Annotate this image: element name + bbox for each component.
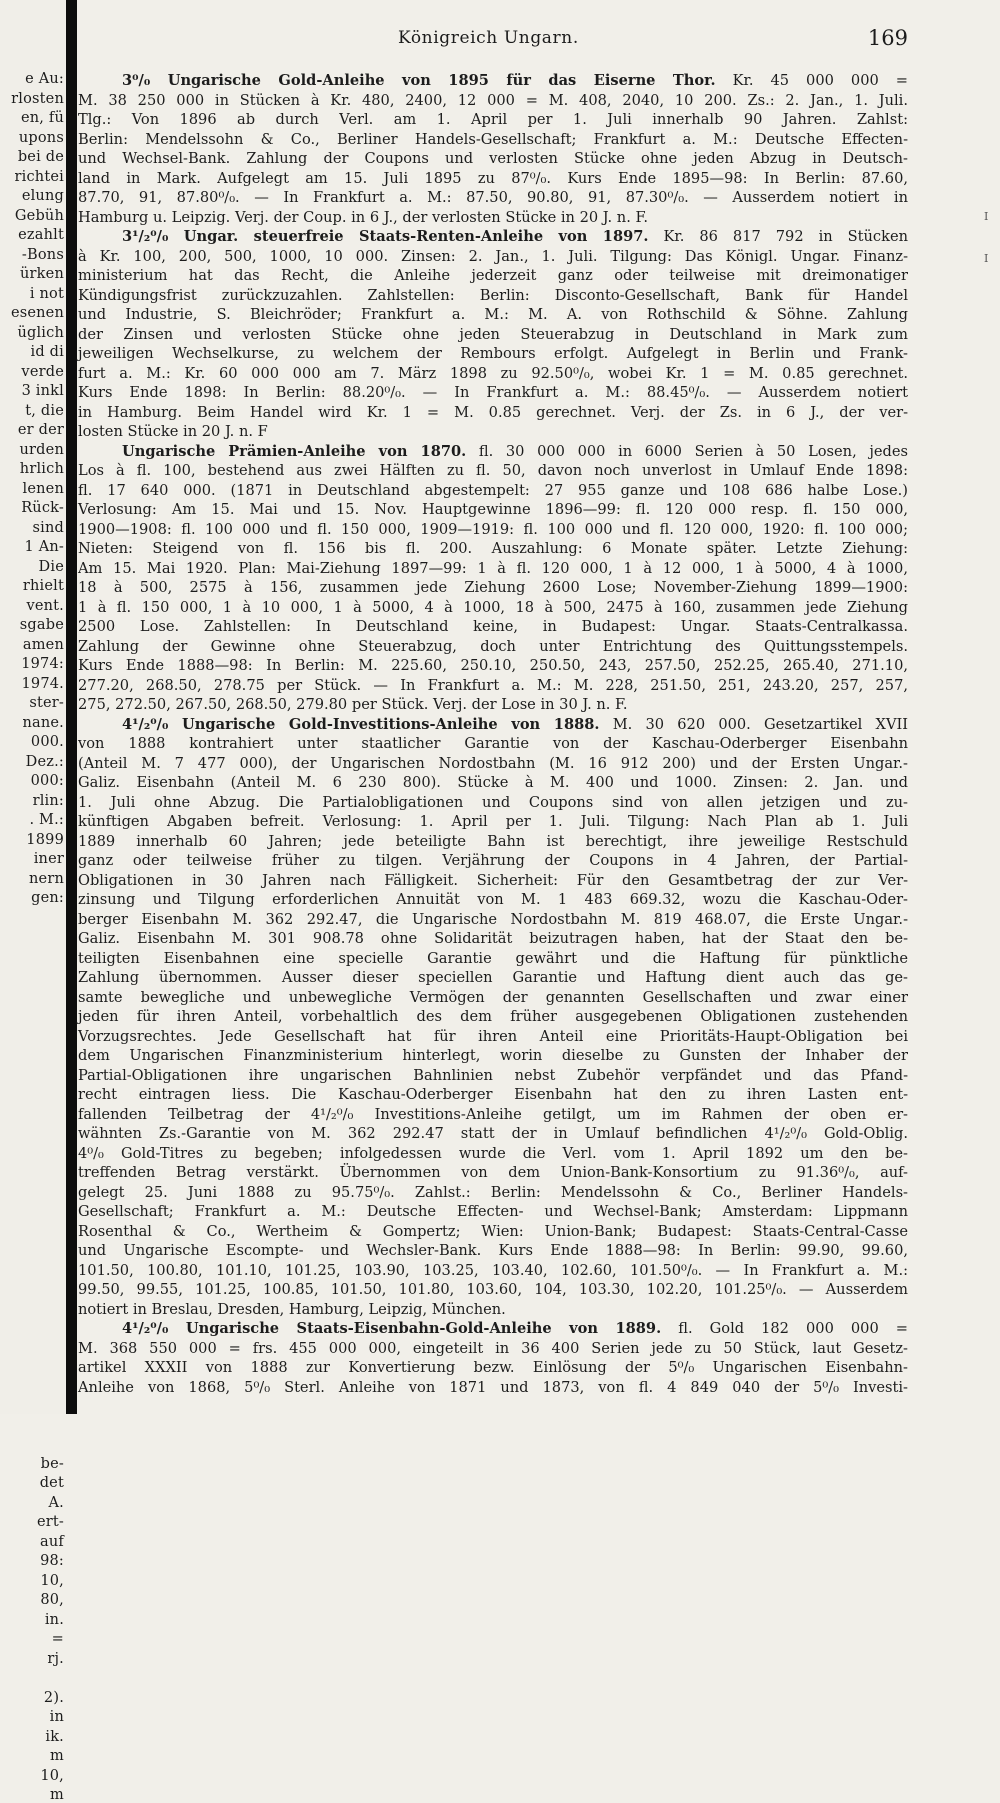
line-text: gelegt 25. Juni 1888 zu 95.75⁰/₀. Zahlst.: Berlin: Mendelssohn & Co., Berliner Handels- <box>78 1183 908 1201</box>
line-text: (Anteil M. 7 477 000), der Ungarischen Nordostbahn (M. 16 912 200) und der Ersten Ungar.- <box>78 754 908 772</box>
line-text: fl. 30 000 000 in 6000 Serien à 50 Losen, jedes <box>478 442 908 460</box>
line-text: und Ungarische Escompte- und Wechsler-Bank. Kurs Ende 1888—98: In Berlin: 99.90, 99.60, <box>78 1242 908 1259</box>
text-line <box>78 871 908 891</box>
line-text: Tlg.: Von 1896 ab durch Verl. am 1. April per 1. Juli innerhalb 90 Jahren. Zahlst: <box>78 111 908 128</box>
line-text: Los à fl. 100, bestehend aus zwei Hälften zu fl. 50, davon noch unverlost in Umlauf Ende 1898: <box>78 462 908 479</box>
line-text: notiert in Breslau, Dresden, Hamburg, Leipzig, München. <box>78 1300 506 1318</box>
line-text: Gesellschaft; Frankfurt a. M.: Deutsche Effecten- und Wechsel-Bank; Amsterdam: Lippmann <box>78 1203 908 1220</box>
text-line <box>78 1144 908 1164</box>
left-margin-fragment: elung <box>21 188 64 204</box>
left-page-margin <box>0 0 66 1803</box>
left-margin-fragment: ster- <box>29 695 64 711</box>
left-margin-fragment: bei de <box>17 149 64 165</box>
text-line <box>78 793 908 813</box>
left-margin-fragment: sind <box>32 519 64 536</box>
text-line <box>78 754 908 774</box>
left-margin-fragment: A. <box>48 1494 64 1511</box>
text-line <box>78 656 908 676</box>
left-margin-fragment: lenen <box>22 480 64 497</box>
left-margin-fragment: -Bons <box>21 246 64 263</box>
line-text: 1889 innerhalb 60 Jahren; jede beteiligte Bahn ist berechtigt, ihre jeweilige Restschuld <box>78 832 908 850</box>
line-text: und Wechsel-Bank. Zahlung der Coupons und verlosten Stücke ohne jeden Abzug in Deutsch- <box>78 150 908 167</box>
left-margin-fragment: Gebüh <box>14 207 64 224</box>
text-line <box>78 110 908 130</box>
line-text: Galiz. Eisenbahn M. 301 908.78 ohne Solidarität beizutragen haben, hat der Staat den be- <box>78 930 908 947</box>
left-margin-fragment: rj. <box>47 1650 64 1667</box>
left-margin-fragment: t, die <box>25 402 64 419</box>
line-text: Kurs Ende 1888—98: In Berlin: M. 225.60, 250.10, 250.50, 243, 257.50, 252.25, 265.40, 271.10, <box>78 657 908 674</box>
left-margin-fragment: 80, <box>40 1592 64 1608</box>
line-text: fl. 17 640 000. (1871 in Deutschland abgestempelt: 27 955 ganze und 108 686 halbe Lose.) <box>78 481 908 499</box>
left-margin-fragment: nern <box>29 870 64 887</box>
text-line <box>78 1105 908 1125</box>
text-line <box>78 1066 908 1086</box>
line-text: ganz oder teilweise früher zu tilgen. Verjährung der Coupons in 4 Jahren, der Partial- <box>78 852 908 869</box>
left-margin-fragment: 1899 <box>26 831 64 848</box>
line-text: wähnten Zs.-Garantie von M. 362 292.47 statt der in Umlauf befindlichen 4¹/₂⁰/₀ Gold-Oblig. <box>78 1125 908 1142</box>
text-line <box>78 949 908 969</box>
left-margin-fragment: id di <box>30 344 64 360</box>
text-line <box>78 910 908 930</box>
page-number: 169 <box>867 26 908 50</box>
line-text: 1. Juli ohne Abzug. Die Partialobligationen und Coupons sind von allen jetzigen und zu- <box>78 793 908 811</box>
line-text: Partial-Obligationen ihre ungarischen Bahnlinien nebst Zubehör verpfändet und das Pfand- <box>78 1066 908 1084</box>
text-line <box>78 1027 908 1047</box>
section-heading-line <box>78 71 908 91</box>
line-text: jeweiligen Wechselkurse, zu welchem der Rembours erfolgt. Aufgelegt in Berlin und Frank- <box>78 345 908 362</box>
line-text: à Kr. 100, 200, 500, 1000, 10 000. Zinsen: 2. Jan., 1. Juli. Tilgung: Das Königl. Ungar. Finanz- <box>78 247 908 265</box>
section-title: Ungarische Prämien-Anleihe von 1870. <box>122 442 467 460</box>
line-text: in Hamburg. Beim Handel wird Kr. 1 = M. 0.85 gerechnet. Verj. der Zs. in 6 J., der ver- <box>78 403 908 421</box>
text-line <box>78 1202 908 1222</box>
line-text: fl. Gold 182 000 000 = <box>678 1320 909 1337</box>
text-line <box>78 1280 908 1300</box>
line-text: und Industrie, S. Bleichröder; Frankfurt a. M.: M. A. von Rothschild & Söhne. Zahlung <box>78 306 908 323</box>
left-margin-fragment: Die <box>38 558 64 575</box>
left-margin-fragment: gen: <box>31 890 64 906</box>
left-margin-fragment: hrlich <box>19 461 64 477</box>
left-margin-fragment: rlosten <box>11 90 64 107</box>
line-text: Galiz. Eisenbahn (Anteil M. 6 230 800). Stücke à M. 400 und 1000. Zinsen: 2. Jan. und <box>78 774 908 791</box>
line-text: furt a. M.: Kr. 60 000 000 am 7. März 1898 zu 92.50⁰/₀, wobei Kr. 1 = M. 0.85 gerechnet. <box>78 364 908 382</box>
line-text: Rosenthal & Co., Wertheim & Gompertz; Wien: Union-Bank; Budapest: Staats-Central-Casse <box>78 1222 908 1240</box>
text-line <box>78 988 908 1008</box>
section-heading-line <box>78 1319 908 1339</box>
text-line <box>78 832 908 852</box>
text-line <box>78 929 908 949</box>
text-line <box>78 1261 908 1281</box>
line-text: samte bewegliche und unbewegliche Vermögen der genannten Gesellschaften und zwar einer <box>78 988 908 1006</box>
text-line <box>78 481 908 501</box>
line-text: jeden für ihren Anteil, vorbehaltlich des dem früher ausgegebenen Obligationen zustehenden <box>78 1008 908 1025</box>
text-line <box>78 676 908 696</box>
text-line <box>78 617 908 637</box>
left-margin-fragment: 3 inkl <box>21 383 64 399</box>
line-text: M. 38 250 000 in Stücken à Kr. 480, 2400, 12 000 = M. 408, 2040, 10 200. Zs.: 2. Jan., 1. Juli. <box>78 91 908 109</box>
section-title: 3⁰/₀ Ungarische Gold-Anleihe von 1895 für das Eiserne Thor. <box>122 72 716 89</box>
left-margin-fragment: 1974: <box>21 656 64 672</box>
text-line <box>78 734 908 754</box>
line-text: treffenden Betrag verstärkt. Übernommen von dem Union-Bank-Konsortium zu 91.36⁰/₀, auf- <box>78 1164 908 1181</box>
left-margin-fragment: rhielt <box>22 578 64 594</box>
left-margin-fragment: 000. <box>30 734 64 750</box>
line-text: 101.50, 100.80, 101.10, 101.25, 103.90, 103.25, 103.40, 102.60, 101.50⁰/₀. — In Frankfurt a. M.: <box>78 1261 908 1279</box>
text-line <box>78 208 908 228</box>
line-text: Zahlung der Gewinne ohne Steuerabzug, doch unter Entrichtung des Quittungsstempels. <box>78 637 908 655</box>
left-margin-fragment: esenen <box>10 305 64 321</box>
text-line <box>78 344 908 364</box>
left-margin-fragment: richtei <box>14 168 64 185</box>
text-line <box>78 559 908 579</box>
line-text: Berlin: Mendelssohn & Co., Berliner Handels-Gesellschaft; Frankfurt a. M.: Deutsche Effecten- <box>78 130 908 148</box>
text-line <box>78 773 908 793</box>
line-text: Nieten: Steigend von fl. 156 bis fl. 200. Auszahlung: 6 Monate später. Letzte Ziehung: <box>78 540 908 557</box>
text-line <box>78 383 908 403</box>
left-margin-fragment: amen <box>22 636 64 653</box>
left-margin-fragment: m <box>50 1787 64 1803</box>
line-text: 1900—1908: fl. 100 000 und fl. 150 000, 1909—1919: fl. 100 000 und fl. 120 000, 1920: fl. 100 000; <box>78 520 908 538</box>
page-body-text <box>78 71 908 1397</box>
text-line <box>78 364 908 384</box>
text-line <box>78 578 908 598</box>
left-margin-fragment: upons <box>18 129 64 146</box>
text-line <box>78 1241 908 1261</box>
left-margin-fragment: 1 An- <box>24 539 64 555</box>
left-margin-fragment: rlin: <box>32 792 64 809</box>
left-margin-fragment: verde <box>21 363 64 380</box>
left-margin-fragment: urden <box>19 441 64 458</box>
text-line <box>78 130 908 150</box>
section-heading-line <box>78 442 908 462</box>
line-text: artikel XXXII von 1888 zur Konvertierung bezw. Einlösung der 5⁰/₀ Ungarischen Eisenbahn- <box>78 1359 908 1376</box>
text-line <box>78 247 908 267</box>
left-margin-fragment: in. <box>44 1611 64 1628</box>
section-heading-line <box>78 227 908 247</box>
text-line <box>78 1163 908 1183</box>
text-line <box>78 851 908 871</box>
text-line <box>78 1358 908 1378</box>
text-line <box>78 890 908 910</box>
left-margin-fragment: ürken <box>20 266 64 282</box>
left-margin-fragment: i not <box>29 285 64 302</box>
line-text: Kr. 86 817 792 in Stücken <box>663 228 908 245</box>
running-title: Königreich Ungarn. <box>398 28 579 48</box>
line-text: Kr. 45 000 000 = <box>732 72 908 89</box>
line-text: 275, 272.50, 267.50, 268.50, 279.80 per Stück. Verj. der Lose in 30 J. n. F. <box>78 696 628 713</box>
line-text: 99.50, 99.55, 101.25, 100.85, 101.50, 101.80, 103.60, 104, 103.30, 102.20, 101.25⁰/₀. — Ausserdem <box>78 1281 908 1298</box>
text-line <box>78 1183 908 1203</box>
text-line <box>78 598 908 618</box>
line-text: 277.20, 268.50, 278.75 per Stück. — In Frankfurt a. M.: M. 228, 251.50, 251, 243.20, 257, 257, <box>78 676 908 694</box>
text-line <box>78 305 908 325</box>
text-line <box>78 1339 908 1359</box>
line-text: von 1888 kontrahiert unter staatlicher Garantie von der Kaschau-Oderberger Eisenbahn <box>78 735 908 752</box>
left-margin-fragment: iner <box>33 851 64 867</box>
left-margin-fragment: 98: <box>40 1553 64 1569</box>
line-text: Zahlung übernommen. Ausser dieser speciellen Garantie und Haftung dient auch das ge- <box>78 969 908 986</box>
left-margin-fragment: Dez.: <box>25 753 64 770</box>
line-text: 1 à fl. 150 000, 1 à 10 000, 1 à 5000, 4 à 1000, 18 à 500, 2475 à 160, zusammen jede Ziehung <box>78 598 908 616</box>
left-margin-fragment: 1974. <box>21 675 64 692</box>
line-text: dem Ungarischen Finanzministerium hinterlegt, worin dieselbe zu Gunsten der Inhaber der <box>78 1047 908 1064</box>
text-line <box>78 1085 908 1105</box>
text-line <box>78 637 908 657</box>
line-text: losten Stücke in 20 J. n. F <box>78 423 268 440</box>
left-margin-fragment: = <box>51 1631 64 1647</box>
line-text: berger Eisenbahn M. 362 292.47, die Ungarische Nordostbahn M. 819 468.07, die Erste Ungar.- <box>78 910 908 928</box>
text-line <box>78 422 908 442</box>
left-margin-fragment: vent. <box>26 597 64 614</box>
line-text: 87.70, 91, 87.80⁰/₀. — In Frankfurt a. M.: 87.50, 90.80, 91, 87.30⁰/₀. — Ausserdem notiert in <box>78 189 908 206</box>
text-line <box>78 266 908 286</box>
line-text: Obligationen in 30 Jahren nach Fälligkeit. Sicherheit: Für den Gesamtbetrag der zur Ver- <box>78 871 908 889</box>
line-text: der Zinsen und verlosten Stücke ohne jeden Steuerabzug in Deutschland in Mark zum <box>78 325 908 343</box>
text-line <box>78 1378 908 1398</box>
line-text: M. 368 550 000 = frs. 455 000 000, eingeteilt in 36 400 Serien jede zu 50 Stück, laut Gesetz- <box>78 1339 908 1357</box>
line-text: ministerium hat das Recht, die Anleihe jederzeit ganz oder teilweise mit dreimonatiger <box>78 267 908 284</box>
text-line <box>78 169 908 189</box>
edge-mark: I <box>984 252 989 265</box>
text-line <box>78 403 908 423</box>
left-margin-fragment: auf <box>40 1533 64 1550</box>
text-line <box>78 286 908 306</box>
text-line <box>78 461 908 481</box>
text-line <box>78 500 908 520</box>
left-margin-fragment: 10, <box>40 1572 64 1589</box>
text-line <box>78 539 908 559</box>
line-text: recht eintragen liess. Die Kaschau-Oderberger Eisenbahn hat den zu ihren Lasten ent- <box>78 1086 908 1103</box>
text-line <box>78 91 908 111</box>
left-margin-fragment: 10, <box>40 1767 64 1784</box>
line-text: Am 15. Mai 1920. Plan: Mai-Ziehung 1897—99: 1 à fl. 120 000, 1 à 12 000, 1 à 5000, 4 à 1000, <box>78 559 908 577</box>
line-text: teiligten Eisenbahnen eine specielle Garantie gewährt und die Haftung für pünktliche <box>78 949 908 967</box>
text-line <box>78 1300 908 1320</box>
section-title: 3¹/₂⁰/₀ Ungar. steuerfreie Staats-Renten-Anleihe von 1897. <box>122 228 649 245</box>
book-spine-shadow <box>66 0 77 1414</box>
section-title: 4¹/₂⁰/₀ Ungarische Staats-Eisenbahn-Gold-Anleihe von 1889. <box>122 1320 662 1337</box>
line-text: Kurs Ende 1898: In Berlin: 88.20⁰/₀. — In Frankfurt a. M.: 88.45⁰/₀. — Ausserdem notiert <box>78 384 908 401</box>
text-line <box>78 1124 908 1144</box>
text-line <box>78 520 908 540</box>
text-line <box>78 695 908 715</box>
line-text: Hamburg u. Leipzig. Verj. der Coup. in 6 J., der verlosten Stücke in 20 J. n. F. <box>78 208 648 226</box>
left-margin-fragment: m <box>50 1748 64 1764</box>
text-line <box>78 812 908 832</box>
text-line <box>78 1222 908 1242</box>
left-margin-fragment: 000: <box>30 773 64 789</box>
line-text: Verlosung: Am 15. Mai und 15. Nov. Hauptgewinne 1896—99: fl. 120 000 resp. fl. 150 000, <box>78 501 908 518</box>
left-margin-fragment: sgabe <box>19 617 64 633</box>
line-text: künftigen Abgaben befreit. Verlosung: 1. April per 1. Juli. Tilgung: Nach Plan ab 1. Juli <box>78 813 908 830</box>
line-text: Vorzugsrechtes. Jede Gesellschaft hat für ihren Anteil eine Prioritäts-Haupt-Obligation bei <box>78 1027 908 1045</box>
left-margin-fragment: det <box>39 1475 64 1491</box>
left-margin-fragment: üglich <box>17 324 64 341</box>
left-margin-fragment: in <box>49 1709 64 1725</box>
text-line <box>78 1007 908 1027</box>
text-line <box>78 188 908 208</box>
line-text: fallenden Teilbetrag der 4¹/₂⁰/₀ Investitions-Anleihe getilgt, um im Rahmen der oben er- <box>78 1105 908 1123</box>
left-margin-fragment: e Au: <box>25 71 64 87</box>
text-line <box>78 149 908 169</box>
page-header <box>98 26 908 50</box>
text-line <box>78 968 908 988</box>
left-margin-fragment: ik. <box>45 1728 64 1745</box>
section-title: 4¹/₂⁰/₀ Ungarische Gold-Investitions-Anleihe von 1888. <box>122 715 600 733</box>
left-margin-fragment: 2). <box>43 1689 64 1706</box>
left-margin-fragment: er der <box>17 422 64 438</box>
line-text: Anleihe von 1868, 5⁰/₀ Sterl. Anleihe von 1871 und 1873, von fl. 4 849 040 der 5⁰/₀ Investi- <box>78 1378 908 1396</box>
left-margin-fragment: . M.: <box>29 812 64 828</box>
left-margin-fragment: ezahlt <box>18 227 64 243</box>
line-text: 2500 Lose. Zahlstellen: In Deutschland keine, in Budapest: Ungar. Staats-Centralkassa. <box>78 618 908 635</box>
line-text: Kündigungsfrist zurückzuzahlen. Zahlstellen: Berlin: Disconto-Gesellschaft, Bank für Handel <box>78 286 908 304</box>
line-text: zinsung und Tilgung erforderlichen Annuität von M. 1 483 669.32, wozu die Kaschau-Oder- <box>78 891 908 908</box>
text-line <box>78 325 908 345</box>
section-heading-line <box>78 715 908 735</box>
left-margin-fragment: en, fü <box>20 110 64 126</box>
edge-mark: I <box>984 210 989 223</box>
text-line <box>78 1046 908 1066</box>
line-text: land in Mark. Aufgelegt am 15. Juli 1895 zu 87⁰/₀. Kurs Ende 1895—98: In Berlin: 87.60, <box>78 169 908 187</box>
left-margin-fragment: be- <box>40 1455 64 1472</box>
left-margin-fragment: Rück- <box>21 500 64 516</box>
line-text: 18 à 500, 2575 à 156, zusammen jede Ziehung 2600 Lose; November-Ziehung 1899—1900: <box>78 579 908 596</box>
left-margin-fragment: ert- <box>36 1514 64 1530</box>
line-text: 4⁰/₀ Gold-Titres zu begeben; infolgedessen wurde die Verl. vom 1. April 1892 um den be- <box>78 1144 908 1162</box>
left-margin-fragment: nane. <box>22 714 64 731</box>
line-text: M. 30 620 000. Gesetzartikel XVII <box>612 715 909 733</box>
